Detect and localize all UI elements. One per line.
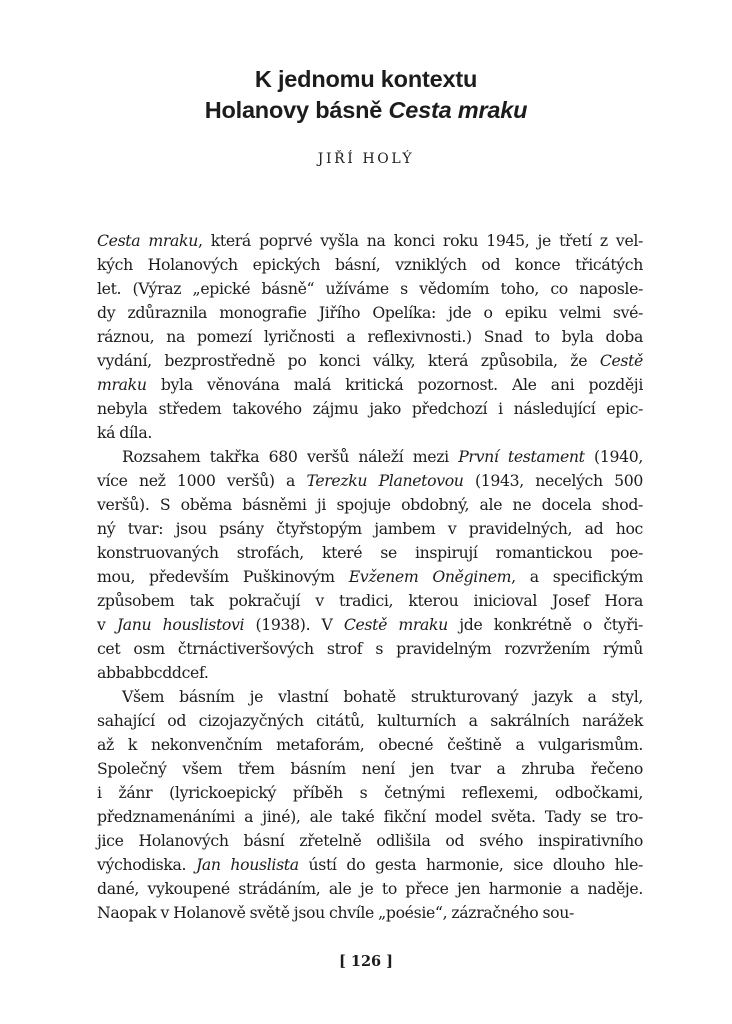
italic-title-span: Jan houslista xyxy=(195,855,299,874)
italic-title-span: Cestě mraku xyxy=(343,615,448,634)
text-span: nebyla středem takového zájmu jako předchozí i následující epic- xyxy=(97,399,643,418)
text-line xyxy=(97,637,643,661)
text-span: více než 1000 veršů) a xyxy=(97,471,307,490)
text-line xyxy=(97,325,643,349)
text-span: dy zdůraznila monografie Jiřího Opelíka: jde o epiku velmi své- xyxy=(97,303,643,322)
article-body xyxy=(97,229,643,925)
text-span: jde konkrétně o čtyři- xyxy=(447,615,644,634)
text-line xyxy=(97,445,643,469)
author-name: JIŘÍ HOLÝ xyxy=(317,151,415,167)
text-span: abbabbcddcef. xyxy=(97,663,209,682)
text-span: cet osm čtrnáctiveršových strof s pravidelným rozvržením rýmů xyxy=(97,639,643,658)
text-span: ný tvar: jsou psány čtyřstopým jambem v pravidelných, ad hoc xyxy=(97,519,643,538)
text-span: byla věnována malá kritická pozornost. Ale ani později xyxy=(146,375,643,394)
text-line xyxy=(97,901,643,925)
text-line xyxy=(97,229,643,253)
text-line xyxy=(97,757,643,781)
text-span: Naopak v Holanově světě jsou chvíle „poésie“, zázračného sou- xyxy=(97,903,574,922)
text-span: Všem básním je vlastní bohatě strukturovaný jazyk a styl, xyxy=(122,687,643,706)
text-span: i žánr (lyrickoepický příběh s četnými reflexemi, odbočkami, xyxy=(97,783,643,802)
text-span: , a specifickým xyxy=(511,567,643,586)
text-span: veršů). S oběma básněmi ji spojuje obdobný, ale ne docela shod- xyxy=(97,495,643,514)
text-line xyxy=(97,349,643,373)
text-span: způsobem tak pokračují v tradici, kterou inicioval Josef Hora xyxy=(97,591,643,610)
italic-title-span: Cestě xyxy=(599,351,643,370)
title-line-2 xyxy=(0,95,732,126)
title-poem-name: Cesta mraku xyxy=(388,97,528,123)
text-span: let. (Výraz „epické básně“ užíváme s vědomím toho, co naposle- xyxy=(97,279,643,298)
text-line xyxy=(97,685,643,709)
text-line xyxy=(97,517,643,541)
text-span: ústí do gesta harmonie, sice dlouho hle- xyxy=(298,855,643,874)
title-line-2-prefix: Holanovy básně xyxy=(204,97,389,123)
page-number: [ 126 ] xyxy=(338,953,394,970)
italic-title-span: Janu houslistovi xyxy=(116,615,245,634)
italic-title-span: Cesta mraku xyxy=(97,231,198,250)
text-line xyxy=(97,589,643,613)
text-line xyxy=(97,613,643,637)
text-span: sahající od cizojazyčných citátů, kulturních a sakrálních narážek xyxy=(97,711,643,730)
text-line xyxy=(97,541,643,565)
text-line xyxy=(97,565,643,589)
text-span: v xyxy=(97,615,117,634)
text-span: až k nekonvenčním metaforám, obecné češtině a vulgarismům. xyxy=(97,735,643,754)
text-span: mou, především Puškinovým xyxy=(97,567,349,586)
text-span: dané, vykoupené strádáním, ale je to přece jen harmonie a naděje. xyxy=(97,879,643,898)
text-span: Rozsahem takřka 680 veršů náleží mezi xyxy=(122,447,459,466)
title-line-1: K jednomu kontextu xyxy=(254,66,478,92)
italic-title-span: První testament xyxy=(458,447,585,466)
text-line xyxy=(97,373,643,397)
text-span: předznamenáními a jiné), ale také fikční model světa. Tady se tro- xyxy=(97,807,643,826)
text-line xyxy=(97,733,643,757)
text-line xyxy=(97,829,643,853)
text-line xyxy=(97,469,643,493)
text-line xyxy=(97,277,643,301)
text-line xyxy=(97,781,643,805)
italic-title-span: mraku xyxy=(97,375,147,394)
text-span: kých Holanových epických básní, vzniklých od konce třicátých xyxy=(97,255,643,274)
text-line xyxy=(97,397,643,421)
text-line xyxy=(97,421,643,445)
text-line xyxy=(97,301,643,325)
text-span: východiska. xyxy=(97,855,196,874)
text-line xyxy=(97,661,643,685)
text-line xyxy=(97,493,643,517)
text-span: (1943, necelých 500 xyxy=(463,471,643,490)
text-span: ráznou, na pomezí lyričnosti a reflexivnosti.) Snad to byla doba xyxy=(97,327,643,346)
text-span: ká díla. xyxy=(97,423,152,442)
text-span: vydání, bezprostředně po konci války, která způsobila, že xyxy=(97,351,600,370)
text-span: konstruovaných strofách, které se inspirují romantickou poe- xyxy=(97,543,643,562)
text-span: jice Holanových básní zřetelně odlišila od svého inspirativního xyxy=(97,831,643,850)
italic-title-span: Terezku Planetovou xyxy=(306,471,464,490)
text-span: (1938). V xyxy=(244,615,344,634)
text-line xyxy=(97,853,643,877)
text-span: (1940, xyxy=(584,447,643,466)
text-line xyxy=(97,709,643,733)
text-line xyxy=(97,253,643,277)
text-span: Společný všem třem básním není jen tvar a zhruba řečeno xyxy=(97,759,643,778)
text-span: , která poprvé vyšla na konci roku 1945, je třetí z vel- xyxy=(197,231,643,250)
text-line xyxy=(97,877,643,901)
italic-title-span: Evženem Oněginem xyxy=(348,567,512,586)
article-title xyxy=(0,64,732,126)
text-line xyxy=(97,805,643,829)
